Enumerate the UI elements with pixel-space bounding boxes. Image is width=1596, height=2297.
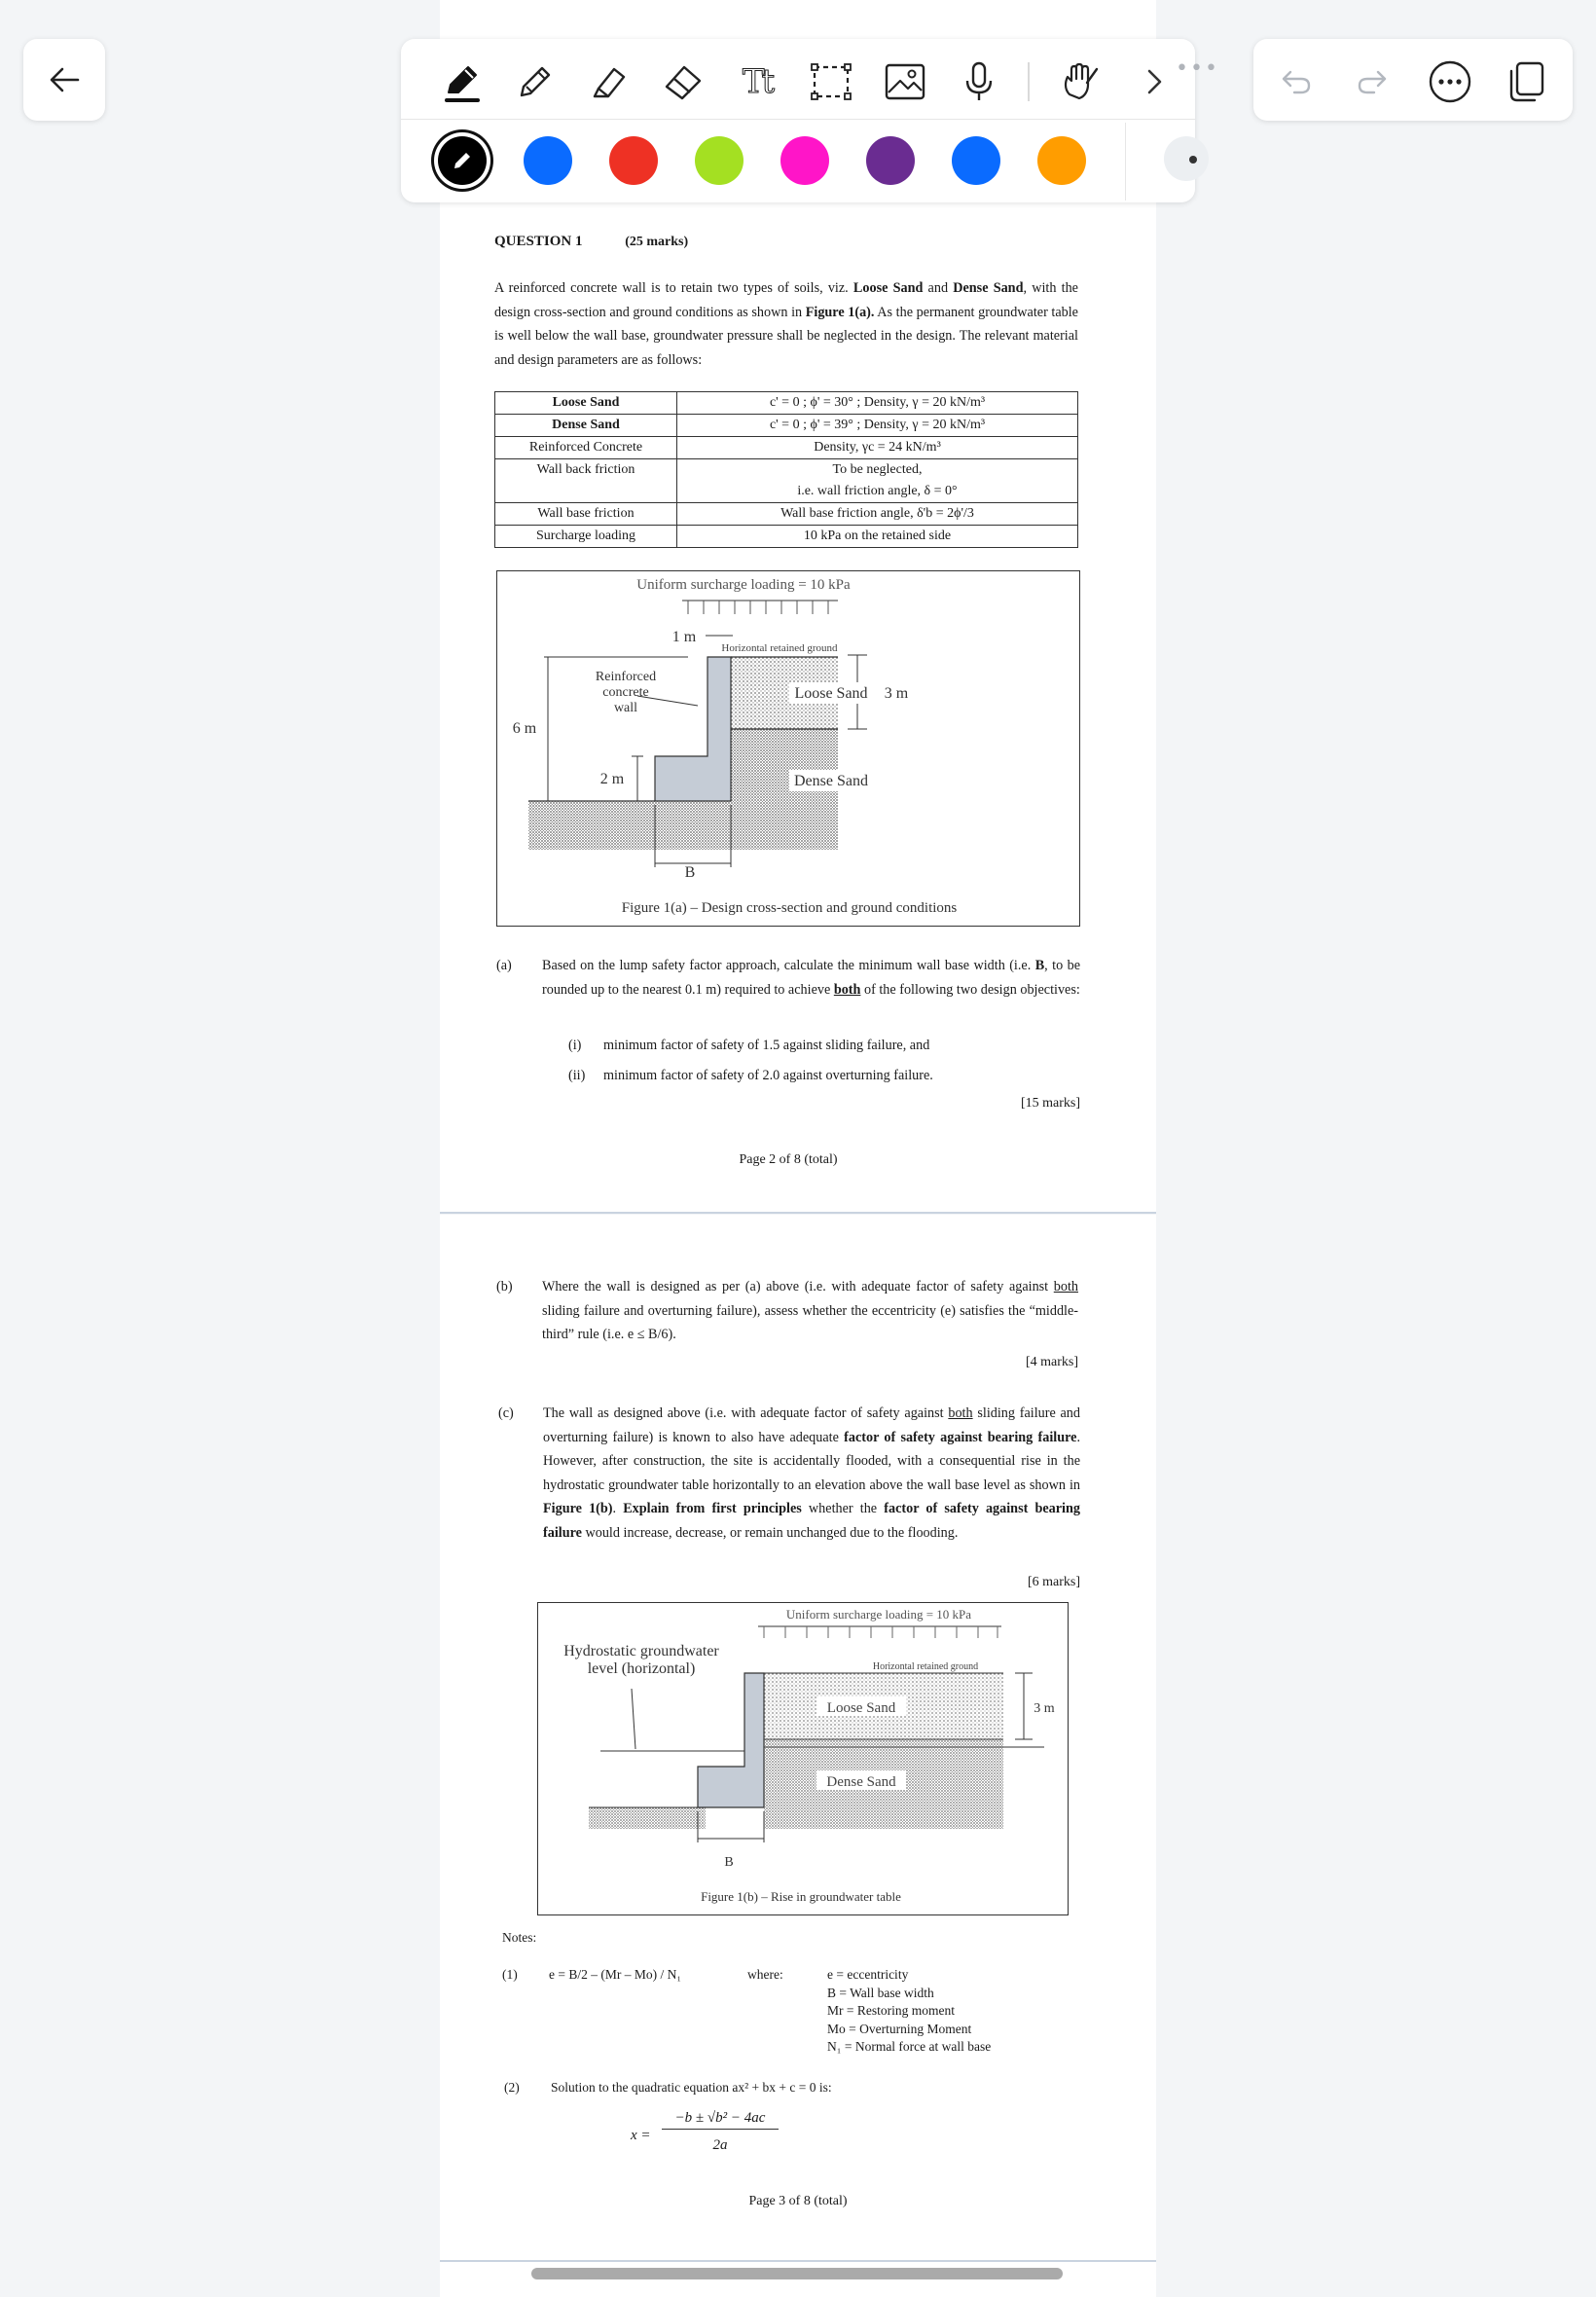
question-title bbox=[494, 234, 688, 250]
text-tool-icon: Tt bbox=[742, 62, 773, 101]
part-b-text-run: sliding failure and overturning failure), assess whether the eccentricity (e) satisfies the “middle-third” rule (i.e. e ≤ B/6). bbox=[542, 1302, 1078, 1342]
part-b-label: (b) bbox=[496, 1279, 513, 1294]
part-c-text-run: whether the bbox=[801, 1501, 885, 1516]
table-cell-line: To be neglected, bbox=[832, 462, 923, 477]
part-c-text-run: would increase, decrease, or remain unchanged due to the flooding. bbox=[581, 1524, 959, 1541]
table-row bbox=[495, 415, 1078, 437]
color-swatch-red[interactable] bbox=[609, 136, 658, 185]
part-b-text-run: Where the wall is designed as per (a) above (i.e. with adequate factor of safety against bbox=[542, 1279, 1054, 1294]
document-actions-bar bbox=[1253, 39, 1573, 121]
table-cell-value: c' = 0 ; ϕ' = 30° ; Density, γ = 20 kN/m³ bbox=[677, 392, 1078, 415]
definition-line: Mo = Overturning Moment bbox=[827, 2021, 972, 2036]
part-c-label: (c) bbox=[498, 1405, 514, 1421]
wall-label-line: concrete bbox=[602, 685, 649, 700]
table-cell-value: Density, γc = 24 kN/m³ bbox=[677, 437, 1078, 459]
text-tool[interactable] bbox=[730, 55, 784, 109]
toolbar-separator bbox=[1028, 62, 1030, 101]
pencil-icon bbox=[513, 59, 558, 104]
foundation-soil-region bbox=[528, 801, 731, 850]
microphone-tool[interactable] bbox=[952, 55, 1006, 109]
part-c-text-run: The wall as designed above (i.e. with adequate factor of safety against bbox=[543, 1405, 949, 1421]
eraser-tool[interactable] bbox=[656, 55, 710, 109]
dense-sand-label: Dense Sand bbox=[794, 773, 868, 789]
highlighter-icon bbox=[587, 59, 632, 104]
table-cell-value: c' = 0 ; ϕ' = 39° ; Density, γ = 20 kN/m³ bbox=[677, 415, 1078, 437]
part-a-text-run: of the following two design objectives: bbox=[860, 981, 1080, 998]
microphone-icon bbox=[957, 59, 1001, 104]
note-1-definitions bbox=[827, 1966, 991, 2057]
horizontal-scrollbar[interactable] bbox=[531, 2268, 1063, 2279]
toolbar-column-separator bbox=[1125, 123, 1126, 201]
table-cell-label: Dense Sand bbox=[495, 415, 677, 437]
parameters-table bbox=[494, 391, 1078, 548]
part-c-text-run: Figure 1(b) bbox=[543, 1501, 613, 1516]
table-row bbox=[495, 503, 1078, 526]
part-c-text-run: . However, after construction, the site is accidentally flooded, with a consequential rise in the hydrostatic groundwater table horizontally to an elevation above the wall base level as shown in bbox=[543, 1429, 1080, 1493]
part-c-text-run: both bbox=[948, 1405, 973, 1421]
color-swatch-orange[interactable] bbox=[1037, 136, 1086, 185]
quadratic-x-eq: x = bbox=[631, 2128, 651, 2143]
groundwater-label-line: Hydrostatic groundwater bbox=[563, 1643, 719, 1659]
loose-sand-label: Loose Sand bbox=[794, 685, 868, 702]
part-a-ii-label: (ii) bbox=[568, 1068, 586, 1083]
table-row bbox=[495, 526, 1078, 548]
part-a-text-run: , to be rounded up to the nearest 0.1 m) required to achieve bbox=[542, 958, 1080, 998]
intro-text: A reinforced concrete wall is to retain two types of soils, viz. bbox=[494, 280, 853, 296]
undo-icon bbox=[1277, 62, 1316, 101]
part-b-text bbox=[542, 1275, 1078, 1347]
pencil-tool[interactable] bbox=[508, 55, 562, 109]
part-c-marks: [6 marks] bbox=[1027, 1575, 1080, 1589]
color-swatch-black[interactable] bbox=[438, 136, 487, 185]
note-1-where: where: bbox=[747, 1967, 783, 1982]
definition-line: Mr = Restoring moment bbox=[827, 2003, 955, 2018]
more-horizontal-icon bbox=[1427, 58, 1473, 105]
chevron-right-icon bbox=[1132, 59, 1177, 104]
table-cell-label: Wall base friction bbox=[495, 503, 677, 526]
part-a-text-run: Based on the lump safety factor approach, calculate the minimum wall base width (i.e. bbox=[542, 958, 1035, 973]
definition-line: N₁ = Normal force at wall base bbox=[827, 2039, 992, 2054]
part-c-text-run: Explain from first principles bbox=[623, 1501, 802, 1516]
horizontal-ground-label: Horizontal retained ground bbox=[721, 642, 838, 654]
pencil-small-icon bbox=[450, 148, 475, 173]
loose-sand-label: Loose Sand bbox=[826, 1700, 896, 1716]
part-c-text bbox=[543, 1402, 1080, 1545]
redo-icon bbox=[1353, 62, 1392, 101]
part-c-text-run: factor of safety against bearing failure bbox=[543, 1501, 1080, 1541]
lasso-select-icon bbox=[809, 59, 853, 104]
table-cell-value bbox=[677, 459, 1078, 503]
drawing-toolbar bbox=[401, 39, 1219, 202]
surcharge-label: Uniform surcharge loading = 10 kPa bbox=[636, 577, 851, 593]
part-a-marks: [15 marks] bbox=[1020, 1096, 1080, 1111]
surcharge-arrows bbox=[688, 601, 828, 614]
color-swatch-magenta[interactable] bbox=[780, 136, 829, 185]
question-marks: (25 marks) bbox=[625, 235, 689, 249]
table-row bbox=[495, 437, 1078, 459]
note-2-text: Solution to the quadratic equation ax² + bx + c = 0 is: bbox=[551, 2080, 832, 2095]
page-footer: Page 2 of 8 (total) bbox=[739, 1152, 838, 1167]
page-divider bbox=[440, 2260, 1156, 2262]
more-options-button[interactable] bbox=[1423, 55, 1477, 109]
quadratic-numerator: −b ± √b² − 4ac bbox=[662, 2110, 779, 2130]
page-footer: Page 3 of 8 (total) bbox=[748, 2194, 848, 2208]
undo-button[interactable] bbox=[1269, 55, 1324, 109]
groundwater-label-line: level (horizontal) bbox=[587, 1660, 696, 1677]
intro-figure-ref: Figure 1(a). bbox=[805, 304, 875, 320]
intro-text: As the permanent groundwater table is well below the wall base, groundwater pressure shall be neglected in the design. The relevant material and design parameters are as follows: bbox=[494, 304, 1078, 368]
stroke-size-button[interactable] bbox=[1164, 136, 1209, 181]
dense-sand-label: Dense Sand bbox=[826, 1774, 896, 1790]
figure-1a-caption: Figure 1(a) – Design cross-section and ground conditions bbox=[621, 900, 958, 916]
figure-1b-drawing bbox=[538, 1603, 1070, 1916]
retaining-wall bbox=[655, 657, 731, 801]
highlighter-tool[interactable] bbox=[582, 55, 636, 109]
note-2-label: (2) bbox=[504, 2080, 520, 2095]
part-a-text-run: both bbox=[833, 981, 861, 998]
foundation-soil-region bbox=[589, 1807, 706, 1829]
intro-text: , with the design cross-section and ground conditions as shown in bbox=[494, 280, 1078, 320]
horizontal-ground-label: Horizontal retained ground bbox=[872, 1661, 979, 1672]
surcharge-label: Uniform surcharge loading = 10 kPa bbox=[785, 1607, 972, 1622]
eraser-icon bbox=[661, 59, 706, 104]
question-intro bbox=[494, 276, 1078, 372]
dimension-3m: 3 m bbox=[1034, 1701, 1055, 1716]
lasso-tool[interactable] bbox=[804, 55, 858, 109]
wall-label-line: Reinforced bbox=[595, 670, 657, 684]
quadratic-denominator: 2a bbox=[712, 2137, 728, 2153]
part-c-text-run: . bbox=[612, 1501, 624, 1516]
hand-pen-icon bbox=[1058, 59, 1103, 104]
pages-button[interactable] bbox=[1499, 55, 1553, 109]
table-row bbox=[495, 392, 1078, 415]
wall-label-line: wall bbox=[613, 701, 638, 715]
part-a-text bbox=[542, 954, 1080, 1002]
definition-line: B = Wall base width bbox=[827, 1985, 934, 2000]
note-1-formula: e = B/2 – (Mr – Mo) / N₁ bbox=[549, 1967, 682, 1982]
table-cell-value: Wall base friction angle, δ'b = 2ϕ'/3 bbox=[677, 503, 1078, 526]
definition-line: e = eccentricity bbox=[827, 1967, 909, 1982]
intro-text: and bbox=[923, 280, 954, 296]
part-b-marks: [4 marks] bbox=[1025, 1355, 1078, 1369]
dimension-b: B bbox=[724, 1855, 734, 1870]
notes-title: Notes: bbox=[502, 1930, 537, 1945]
part-a-text-run: B bbox=[1034, 958, 1045, 973]
figure-1b bbox=[537, 1602, 1069, 1915]
color-swatch-blue[interactable] bbox=[524, 136, 572, 185]
question-number: QUESTION 1 bbox=[494, 234, 583, 249]
part-c-text-run: factor of safety against bearing failure bbox=[844, 1429, 1077, 1445]
figure-1b-caption: Figure 1(b) – Rise in groundwater table bbox=[701, 1889, 901, 1904]
part-b-text-run: both bbox=[1053, 1279, 1078, 1294]
image-icon bbox=[883, 59, 927, 104]
hand-tool[interactable] bbox=[1053, 55, 1107, 109]
dimension-1m: 1 m bbox=[671, 629, 697, 645]
part-a-i-label: (i) bbox=[568, 1038, 582, 1053]
table-cell-label: Surcharge loading bbox=[495, 526, 677, 548]
copy-pages-icon bbox=[1504, 59, 1548, 104]
color-swatch-lime[interactable] bbox=[695, 136, 744, 185]
color-swatch-purple[interactable] bbox=[866, 136, 915, 185]
back-arrow-icon bbox=[45, 60, 84, 99]
table-cell-line: i.e. wall friction angle, δ = 0° bbox=[797, 484, 958, 498]
part-a-ii-text: minimum factor of safety of 2.0 against overturning failure. bbox=[603, 1068, 933, 1083]
table-row bbox=[495, 459, 1078, 503]
pen-tool[interactable] bbox=[434, 55, 489, 109]
surcharge-arrows bbox=[764, 1626, 998, 1638]
more-tools-chevron[interactable] bbox=[1127, 55, 1181, 109]
table-cell-label: Wall back friction bbox=[495, 459, 677, 503]
redo-button[interactable] bbox=[1345, 55, 1399, 109]
color-swatch-blue-2[interactable] bbox=[952, 136, 1000, 185]
part-a-label: (a) bbox=[496, 958, 512, 973]
intro-loose-sand: Loose Sand bbox=[852, 280, 924, 296]
table-cell-label: Loose Sand bbox=[495, 392, 677, 415]
dimension-6m: 6 m bbox=[512, 720, 537, 737]
image-tool[interactable] bbox=[878, 55, 932, 109]
intro-dense-sand: Dense Sand bbox=[953, 280, 1024, 296]
back-button[interactable] bbox=[23, 39, 105, 121]
toolbar-grip-icon[interactable]: ••• bbox=[1176, 56, 1219, 81]
page-divider bbox=[440, 1212, 1156, 1214]
retaining-wall bbox=[698, 1673, 764, 1807]
note-1-label: (1) bbox=[502, 1967, 518, 1982]
table-cell-value: 10 kPa on the retained side bbox=[677, 526, 1078, 548]
dimension-3m: 3 m bbox=[884, 685, 909, 702]
figure-1a bbox=[496, 570, 1080, 927]
pen-icon bbox=[439, 59, 484, 104]
toolbar-row-separator bbox=[401, 119, 1195, 120]
part-a-i-text: minimum factor of safety of 1.5 against sliding failure, and bbox=[603, 1038, 930, 1053]
table-cell-label: Reinforced Concrete bbox=[495, 437, 677, 459]
dimension-b: B bbox=[684, 864, 696, 881]
part-c-text-run: sliding failure and overturning failure) is known to also have adequate bbox=[543, 1405, 1080, 1445]
figure-1a-drawing bbox=[497, 571, 1081, 928]
dimension-2m: 2 m bbox=[599, 771, 625, 787]
